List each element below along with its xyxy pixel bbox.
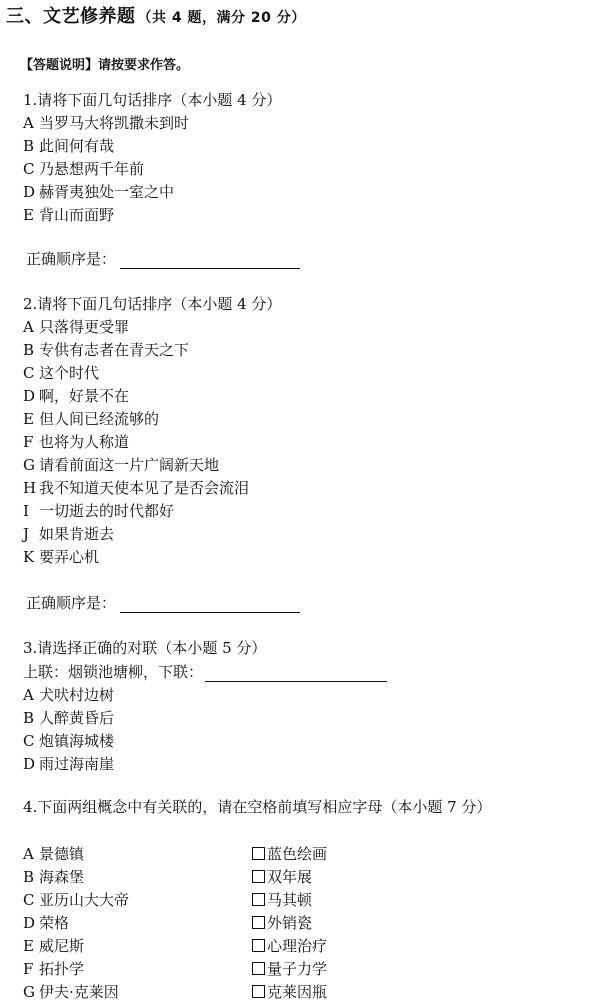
option-text: 亚历山大大帝 bbox=[39, 891, 130, 909]
option-text: 如果肯逝去 bbox=[39, 525, 115, 543]
option-text: 海森堡 bbox=[39, 868, 85, 886]
option-text: 要弄心机 bbox=[39, 548, 100, 566]
section-title-text: 三、文艺修养题 bbox=[6, 6, 136, 27]
option-letter: C bbox=[23, 891, 35, 909]
option-letter: A bbox=[23, 845, 34, 863]
option-text: 犬吠村边树 bbox=[39, 686, 115, 704]
option-text: 炮镇海城楼 bbox=[39, 732, 115, 750]
q2-option-i bbox=[23, 501, 174, 521]
q2-option-k bbox=[23, 547, 99, 567]
q2-option-c bbox=[23, 363, 99, 383]
q4-right-item bbox=[252, 867, 312, 887]
q3-couplet-blank[interactable] bbox=[205, 665, 387, 682]
answer-box[interactable] bbox=[252, 847, 265, 860]
q4-right-item bbox=[252, 959, 327, 979]
option-letter: K bbox=[23, 548, 35, 566]
q1-prompt: 1.请将下面几句话排序（本小题 4 分） bbox=[23, 91, 282, 109]
option-text: 拓扑学 bbox=[39, 960, 85, 978]
q2-option-d bbox=[23, 386, 129, 406]
option-text: 专供有志者在青天之下 bbox=[39, 341, 190, 359]
q4-right-item bbox=[252, 982, 327, 1002]
option-text: 威尼斯 bbox=[39, 937, 85, 955]
q4-right-item bbox=[252, 844, 327, 864]
option-letter: J bbox=[23, 525, 30, 543]
answer-box[interactable] bbox=[252, 916, 265, 929]
q4-right-item bbox=[252, 936, 327, 956]
option-text: 请看前面这一片广阔新天地 bbox=[39, 456, 220, 474]
concept-text: 心理治疗 bbox=[267, 937, 328, 955]
option-letter: G bbox=[23, 983, 35, 1001]
q2-option-b bbox=[23, 340, 189, 360]
q3-couplet-prefix: 上联：烟锁池塘柳，下联： bbox=[23, 663, 204, 681]
q2-option-f bbox=[23, 432, 129, 452]
option-text: 背山而面野 bbox=[39, 206, 115, 224]
q1-answer-label: 正确顺序是： bbox=[26, 250, 117, 268]
q2-option-e bbox=[23, 409, 159, 429]
option-text: 一切逝去的时代都好 bbox=[39, 502, 175, 520]
q2-answer-label: 正确顺序是： bbox=[26, 594, 117, 612]
option-letter: D bbox=[23, 183, 36, 201]
q4-left-item-e bbox=[23, 936, 84, 956]
q1-option-d bbox=[23, 182, 174, 202]
q3-prompt: 3.请选择正确的对联（本小题 5 分） bbox=[23, 639, 267, 657]
answer-box[interactable] bbox=[252, 870, 265, 883]
option-letter: B bbox=[23, 868, 35, 886]
q2-prompt: 2.请将下面几句话排序（本小题 4 分） bbox=[23, 295, 282, 313]
option-text: 但人间已经流够的 bbox=[39, 410, 160, 428]
option-text: 当罗马大将凯撒未到时 bbox=[39, 114, 190, 132]
option-text: 荣格 bbox=[39, 914, 70, 932]
option-letter: F bbox=[23, 960, 34, 978]
option-text: 乃悬想两千年前 bbox=[39, 160, 145, 178]
q1-option-c bbox=[23, 159, 144, 179]
concept-text: 克莱因瓶 bbox=[267, 983, 328, 1001]
q2-answer-row bbox=[26, 593, 300, 613]
option-letter: B bbox=[23, 341, 35, 359]
q2-answer-blank[interactable] bbox=[120, 596, 300, 613]
option-letter: E bbox=[23, 410, 34, 428]
q4-right-item bbox=[252, 913, 312, 933]
concept-text: 外销瓷 bbox=[267, 914, 313, 932]
q4-left-item-d bbox=[23, 913, 69, 933]
q3-option-d bbox=[23, 754, 114, 774]
option-letter: A bbox=[23, 318, 34, 336]
option-letter: E bbox=[23, 206, 34, 224]
section-subtitle: （共 4 题，满分 20 分） bbox=[137, 10, 306, 26]
option-letter: C bbox=[23, 160, 35, 178]
q4-left-item-g bbox=[23, 982, 119, 1002]
option-letter: F bbox=[23, 433, 34, 451]
answer-box[interactable] bbox=[252, 985, 265, 998]
option-text: 此间何有哉 bbox=[39, 137, 115, 155]
q2-option-j bbox=[23, 524, 114, 544]
option-letter: C bbox=[23, 732, 35, 750]
q3-option-b bbox=[23, 708, 114, 728]
concept-text: 蓝色绘画 bbox=[267, 845, 328, 863]
option-letter: B bbox=[23, 137, 35, 155]
section-title bbox=[6, 2, 306, 28]
q4-right-item bbox=[252, 890, 312, 910]
concept-text: 马其顿 bbox=[267, 891, 313, 909]
option-letter: D bbox=[23, 387, 36, 405]
option-text: 这个时代 bbox=[39, 364, 100, 382]
option-letter: C bbox=[23, 364, 35, 382]
q4-left-item-b bbox=[23, 867, 84, 887]
option-letter: H bbox=[23, 479, 37, 497]
option-letter: G bbox=[23, 456, 35, 474]
option-letter: B bbox=[23, 709, 35, 727]
q1-answer-blank[interactable] bbox=[120, 252, 300, 269]
q1-answer-row bbox=[26, 249, 300, 269]
q3-option-c bbox=[23, 731, 114, 751]
option-letter: D bbox=[23, 755, 36, 773]
option-text: 伊夫·克莱因 bbox=[39, 983, 119, 1001]
q4-left-item-c bbox=[23, 890, 129, 910]
option-text: 景德镇 bbox=[39, 845, 85, 863]
option-letter: I bbox=[23, 502, 29, 520]
q2-option-h bbox=[23, 478, 249, 498]
option-text: 啊，好景不在 bbox=[39, 387, 130, 405]
q1-option-e bbox=[23, 205, 114, 225]
instructions: 【答题说明】请按要求作答。 bbox=[20, 58, 190, 73]
concept-text: 双年展 bbox=[267, 868, 313, 886]
q1-option-b bbox=[23, 136, 114, 156]
answer-box[interactable] bbox=[252, 893, 265, 906]
q4-left-item-f bbox=[23, 959, 84, 979]
option-text: 雨过海南崖 bbox=[39, 755, 115, 773]
option-letter: A bbox=[23, 114, 34, 132]
answer-box[interactable] bbox=[252, 939, 265, 952]
concept-text: 量子力学 bbox=[267, 960, 328, 978]
option-text: 只落得更受罪 bbox=[39, 318, 130, 336]
answer-box[interactable] bbox=[252, 962, 265, 975]
q4-prompt: 4.下面两组概念中有关联的，请在空格前填写相应字母（本小题 7 分） bbox=[23, 798, 492, 816]
option-text: 赫胥夷独处一室之中 bbox=[39, 183, 175, 201]
q3-option-a bbox=[23, 685, 114, 705]
option-letter: A bbox=[23, 686, 34, 704]
option-text: 我不知道天使本见了是否会流泪 bbox=[39, 479, 250, 497]
q2-option-g bbox=[23, 455, 219, 475]
option-text: 也将为人称道 bbox=[39, 433, 130, 451]
option-letter: D bbox=[23, 914, 36, 932]
q4-left-item-a bbox=[23, 844, 84, 864]
option-text: 人醉黄昏后 bbox=[39, 709, 115, 727]
q1-option-a bbox=[23, 113, 189, 133]
q2-option-a bbox=[23, 317, 129, 337]
option-letter: E bbox=[23, 937, 34, 955]
q3-couplet-row bbox=[23, 662, 387, 682]
